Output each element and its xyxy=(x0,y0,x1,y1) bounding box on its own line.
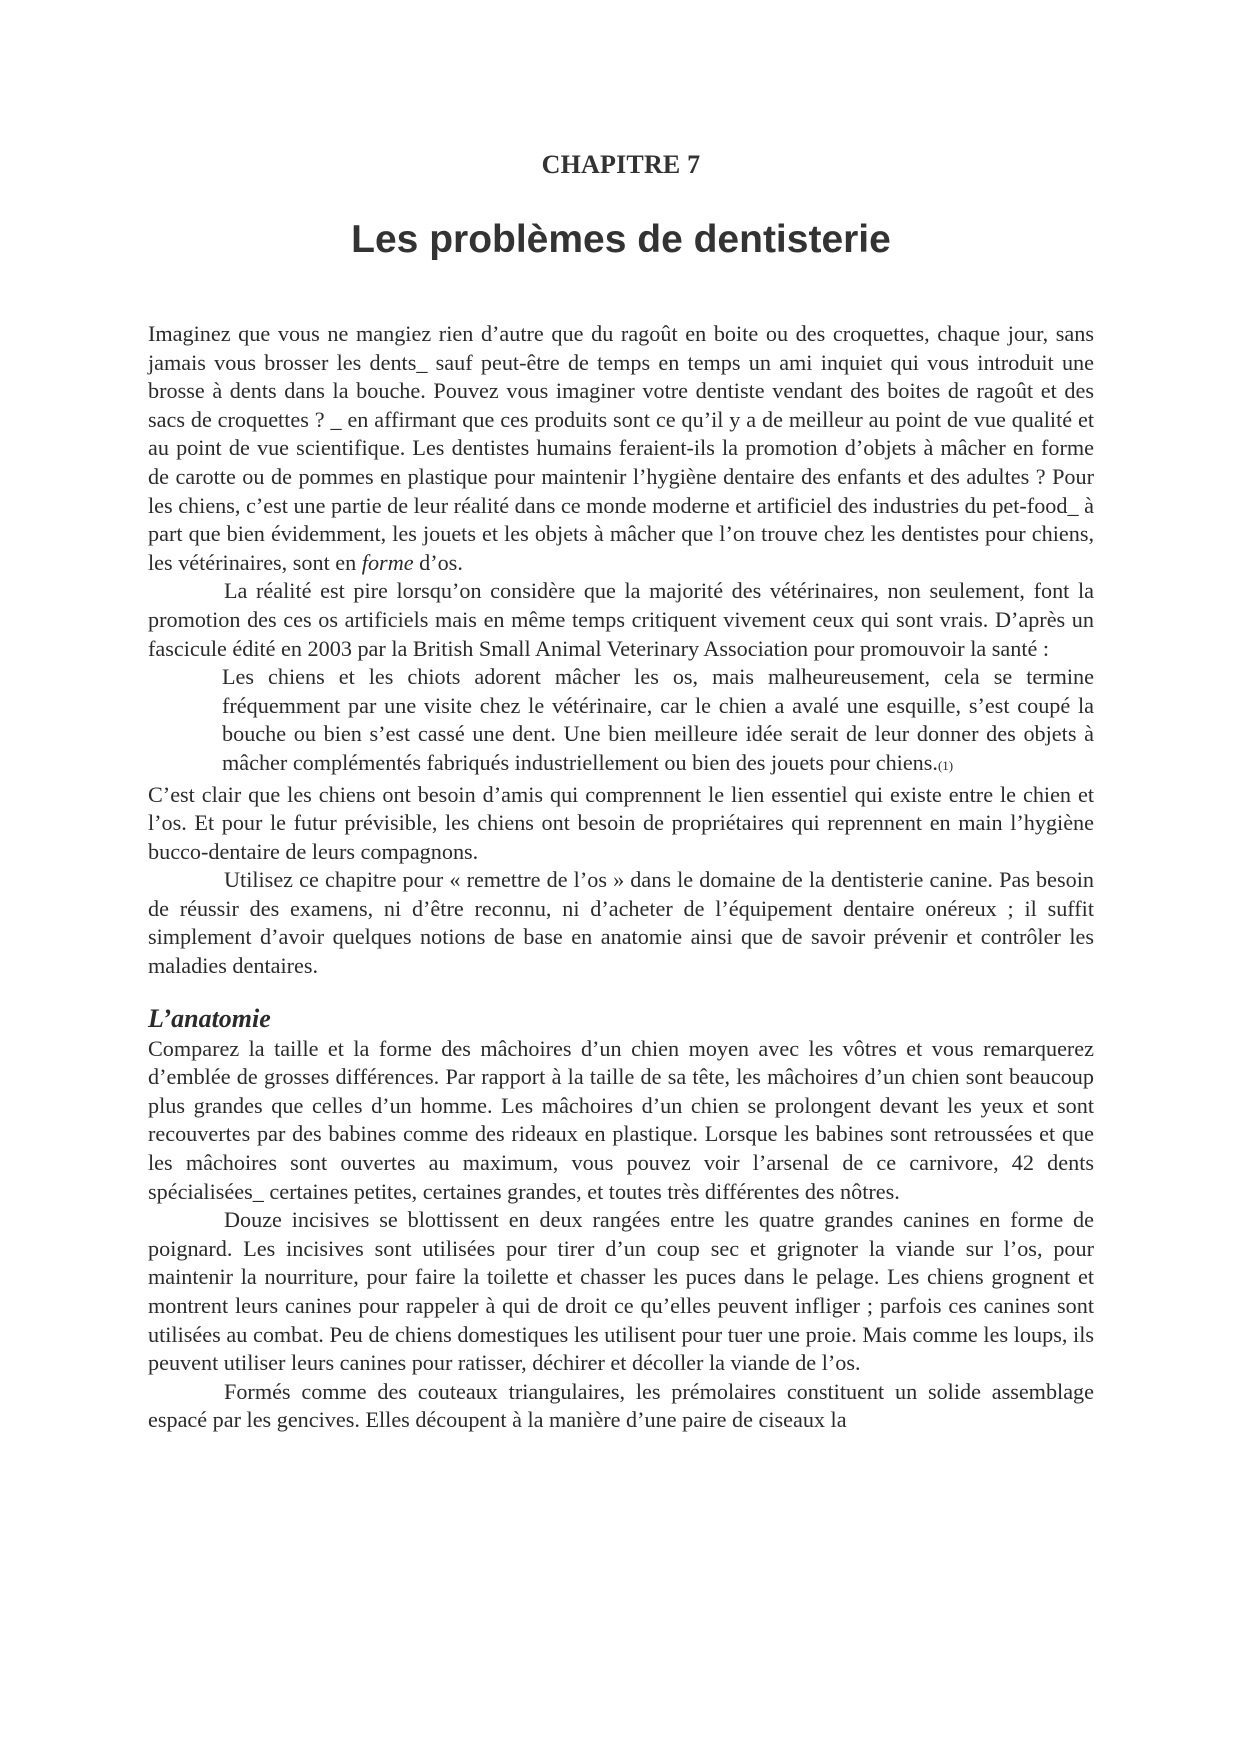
chapter-label: CHAPITRE 7 xyxy=(541,150,701,179)
body-text xyxy=(148,320,1094,1435)
chapter-title: Les problèmes de dentisterie xyxy=(351,218,891,261)
document-page xyxy=(148,0,1094,1755)
anatomy-paragraph-1: Comparez la taille et la forme des mâchoires d’un chien moyen avec les vôtres et vous remarquerez d’emblée de grosses différences. Par rapport à la taille de sa tête, les mâchoires d’un chien sont beaucoup plus grandes que celles d’un homme. Les mâchoires d’un chien se prolongent devant les yeux et sont recouvertes par des babines comme des rideaux en plastique. Lorsque les babines sont retroussées et que les mâchoires sont ouvertes au maximum, vous pouvez voir l’arsenal de ce carnivore, 42 dents spécialisées_ certaines petites, certaines grandes, et toutes très différentes des nôtres. xyxy=(148,1035,1094,1204)
intro-paragraph-1 xyxy=(148,320,1094,577)
emphasis-forme: forme xyxy=(361,549,414,575)
intro-paragraph-4: Utilisez ce chapitre pour « remettre de l’os » dans le domaine de la dentisterie canine. Pas besoin de réussir des examens, ni d’être reconnu, ni d’acheter de l’équipement dentaire onéreux ; il suffit simplement d’avoir quelques notions de base en anatomie ainsi que de savoir prévenir et contrôler les maladies dentaires. xyxy=(148,867,1094,979)
intro-paragraph-1-text: Imaginez que vous ne mangiez rien d’autre que du ragoût en boite ou des croquettes, chaque jour, sans jamais vous brosser les dents_ sauf peut-être de temps en temps un ami inquiet qui vous introduit une brosse à dents dans la bouche. Pouvez vous imaginer votre dentiste vendant des boites de ragoût et des sacs de croquettes ? _ en affirmant que ces produits sont ce qu’il y a de meilleur au point de vue qualité et au point de vue scientifique. Les dentistes humains feraient-ils la promotion d’objets à mâcher en forme de carotte ou de pommes en plastique pour maintenir l’hygiène dentaire des enfants et des adultes ? Pour les chiens, c’est une partie de leur réalité dans ce monde moderne et artificiel des industries du pet-food_ à part que bien évidemment, les jouets et les objets à mâcher que l’on trouve chez les dentistes pour chiens, les vétérinaires, sont en xyxy=(148,321,1094,575)
section-heading-anatomie: L’anatomie xyxy=(148,1003,271,1033)
block-quote-text: Les chiens et les chiots adorent mâcher les os, mais malheureusement, cela se termine fréquemment par une visite chez le vétérinaire, car le chien a avalé une esquille, s’est coupé la bouche ou bien s’est cassé une dent. Une bien meilleure idée serait de leur donner des objets à mâcher complémentés fabriqués industriellement ou bien des jouets pour chiens. xyxy=(222,664,1094,775)
intro-paragraph-2: La réalité est pire lorsqu’on considère que la majorité des vétérinaires, non seulement, font la promotion des ces os artificiels mais en même temps critiquent vivement ceux qui sont vrais. D’après un fascicule édité en 2003 par la British Small Animal Veterinary Association pour promouvoir la santé : xyxy=(148,578,1094,661)
anatomy-paragraph-3: Formés comme des couteaux triangulaires, les prémolaires constituent un solide assemblage espacé par les gencives. Elles découpent à la manière d’une paire de ciseaux la xyxy=(148,1378,1094,1433)
anatomy-paragraph-2: Douze incisives se blottissent en deux rangées entre les quatre grandes canines en forme de poignard. Les incisives sont utilisées pour tirer d’un coup sec et grignoter la viande sur l’os, pour maintenir la nourriture, pour faire la toilette et chasser les puces dans le pelage. Les chiens grognent et montrent leurs canines pour rappeler à qui de droit ce qu’elles peuvent infliger ; parfois ces canines sont utilisées au combat. Peu de chiens domestiques les utilisent pour tuer une proie. Mais comme les loups, ils peuvent utiliser leurs canines pour ratisser, déchirer et décoller la viande de l’os. xyxy=(148,1207,1094,1376)
footnote-reference: (1) xyxy=(937,757,954,773)
intro-paragraph-3: C’est clair que les chiens ont besoin d’amis qui comprennent le lien essentiel qui existe entre le chien et l’os. Et pour le futur prévisible, les chiens ont besoin de propriétaires qui reprennent en main l’hygiène bucco-dentaire de leurs compagnons. xyxy=(148,781,1094,864)
intro-paragraph-1-end: d’os. xyxy=(413,549,463,575)
block-quote xyxy=(222,663,1094,780)
